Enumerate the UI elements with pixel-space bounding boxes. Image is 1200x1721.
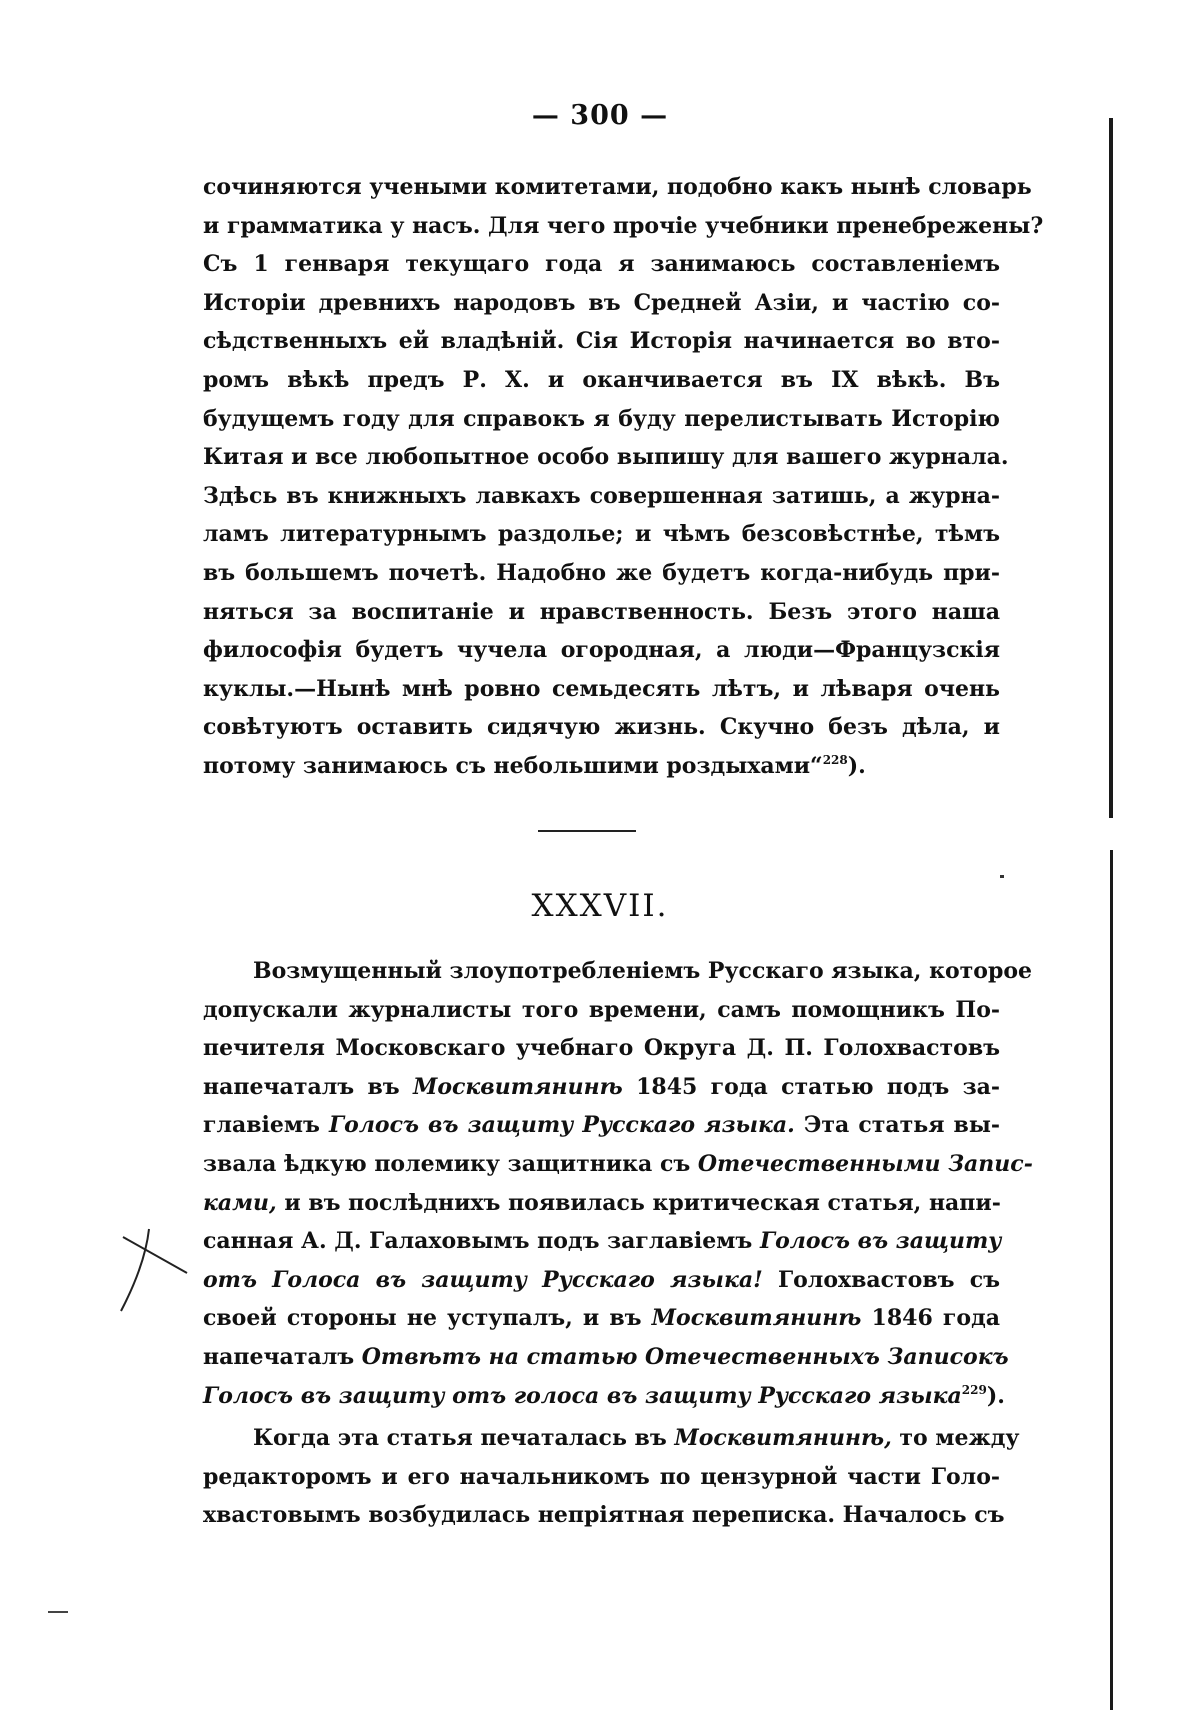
text-run: напечаталъ въ bbox=[203, 1073, 413, 1100]
page-number: — 300 — bbox=[531, 100, 669, 131]
italic-title: отъ Голоса въ защиту Русскаго языка! bbox=[203, 1266, 763, 1293]
text-line: Возмущенный злоупотребленіемъ Русскаго языка, которое bbox=[253, 958, 1033, 984]
text-run: Когда эта статья печаталась въ bbox=[253, 1425, 675, 1451]
text-line: философія будетъ чучела огородная, а люди—Французскія bbox=[203, 637, 1000, 664]
text-run: потому занимаюсь съ небольшими роздыхами“ bbox=[203, 752, 823, 779]
text-line: печителя Московскаго учебнаго Округа Д. П. Голохвастовъ bbox=[203, 1035, 1000, 1062]
text-line: Съ 1 генваря текущаго года я занимаюсь составленіемъ bbox=[203, 251, 1000, 278]
pencil-stroke bbox=[121, 1229, 149, 1311]
section-divider bbox=[538, 830, 636, 832]
pencil-stroke bbox=[123, 1237, 187, 1273]
text-line: Исторіи древнихъ народовъ въ Средней Азіи, и частію со- bbox=[203, 289, 1000, 316]
text-run: ). bbox=[847, 752, 866, 779]
text-run: своей стороны не уступалъ, и въ bbox=[203, 1305, 652, 1332]
text-line bbox=[203, 1068, 1000, 1107]
footnote-marker: 229 bbox=[961, 1382, 987, 1397]
italic-title: ками, bbox=[203, 1189, 277, 1216]
italic-title: Москвитянинѣ bbox=[651, 1305, 862, 1332]
text-line: въ большемъ почетѣ. Надобно же будетъ когда-нибудь при- bbox=[203, 559, 1000, 586]
page-edge-shadow bbox=[1109, 118, 1113, 818]
text-line: ромъ вѣкѣ предъ Р. Х. и оканчивается въ IX вѣкѣ. Въ bbox=[203, 366, 1000, 393]
italic-title: Москвитянинѣ, bbox=[674, 1425, 892, 1451]
text-run: Голохвастовъ съ bbox=[762, 1266, 1000, 1293]
text-run: и въ послѣднихъ появилась критическая статья, напи- bbox=[276, 1189, 1001, 1216]
text-run: ). bbox=[986, 1382, 1005, 1409]
text-line: допускали журналисты того времени, самъ помощникъ По- bbox=[203, 996, 1000, 1023]
text-run: главіемъ bbox=[203, 1112, 329, 1139]
italic-title: Москвитянинѣ bbox=[413, 1073, 623, 1100]
text-line: и грамматика у насъ. Для чего прочіе учебники пренебрежены? bbox=[203, 212, 1044, 239]
text-line bbox=[203, 1299, 1000, 1338]
text-line bbox=[203, 1419, 1020, 1458]
text-line: сочиняются учеными комитетами, подобно какъ нынѣ словарь bbox=[203, 174, 1032, 200]
margin-pencil-mark bbox=[115, 1225, 195, 1315]
italic-title: Голосъ въ защиту bbox=[759, 1228, 1002, 1255]
text-line bbox=[203, 1377, 1005, 1416]
text-run: 1845 года статью подъ за- bbox=[622, 1073, 1001, 1100]
text-line bbox=[203, 1106, 1000, 1145]
text-line bbox=[203, 1145, 1033, 1184]
ink-speck bbox=[1000, 875, 1004, 878]
upper-paragraph bbox=[203, 168, 1044, 786]
text-line bbox=[203, 1261, 1000, 1300]
text-line bbox=[203, 1184, 1000, 1223]
text-line: сѣдственныхъ ей владѣній. Сія Исторія начинается во вто- bbox=[203, 328, 1000, 355]
text-line: редакторомъ и его начальникомъ по цензурной части Голо- bbox=[203, 1463, 1000, 1490]
text-run: то между bbox=[891, 1425, 1020, 1451]
lower-paragraph-1 bbox=[203, 952, 1033, 1415]
margin-dash bbox=[48, 1611, 68, 1613]
text-run: Эта статья вы- bbox=[794, 1112, 1000, 1139]
text-line: Здѣсь въ книжныхъ лавкахъ совершенная затишь, а журна- bbox=[203, 482, 1000, 509]
section-heading: XXXVII. bbox=[531, 888, 669, 924]
text-line: хвастовымъ возбудилась непріятная переписка. Началось съ bbox=[203, 1502, 1005, 1529]
text-run: напечаталъ bbox=[203, 1343, 362, 1370]
text-line bbox=[203, 747, 1000, 786]
text-line: куклы.—Нынѣ мнѣ ровно семьдесять лѣтъ, и лѣваря очень bbox=[203, 675, 1000, 702]
page-edge-shadow-lower bbox=[1110, 850, 1113, 1710]
text-line bbox=[203, 1222, 1000, 1261]
text-run: 1846 года bbox=[861, 1305, 1000, 1332]
text-line: совѣтуютъ оставить сидячую жизнь. Скучно безъ дѣла, и bbox=[203, 714, 1000, 741]
text-run: санная А. Д. Галаховымъ подъ заглавіемъ bbox=[203, 1228, 760, 1255]
text-line: ламъ литературнымъ раздолье; и чѣмъ безсовѣстнѣе, тѣмъ bbox=[203, 521, 1000, 548]
text-line: няться за воспитаніе и нравственность. Безъ этого наша bbox=[203, 598, 1000, 625]
italic-title: Отвѣтъ на статью Отечественныхъ Записокъ bbox=[361, 1343, 1009, 1370]
text-run: звала ѣдкую полемику защитника съ bbox=[203, 1150, 698, 1177]
text-line bbox=[203, 1338, 1009, 1377]
italic-title: Отечественными Запис- bbox=[697, 1150, 1033, 1177]
italic-title: Голосъ въ защиту отъ голоса въ защиту Русскаго языка bbox=[203, 1382, 962, 1409]
text-line: будущемъ году для справокъ я буду перелистывать Исторію bbox=[203, 405, 1000, 432]
italic-title: Голосъ въ защиту Русскаго языка. bbox=[328, 1112, 795, 1139]
lower-paragraph-2 bbox=[203, 1419, 1020, 1535]
text-line: Китая и все любопытное особо выпишу для вашего журнала. bbox=[203, 444, 1009, 471]
footnote-marker: 228 bbox=[822, 752, 848, 767]
